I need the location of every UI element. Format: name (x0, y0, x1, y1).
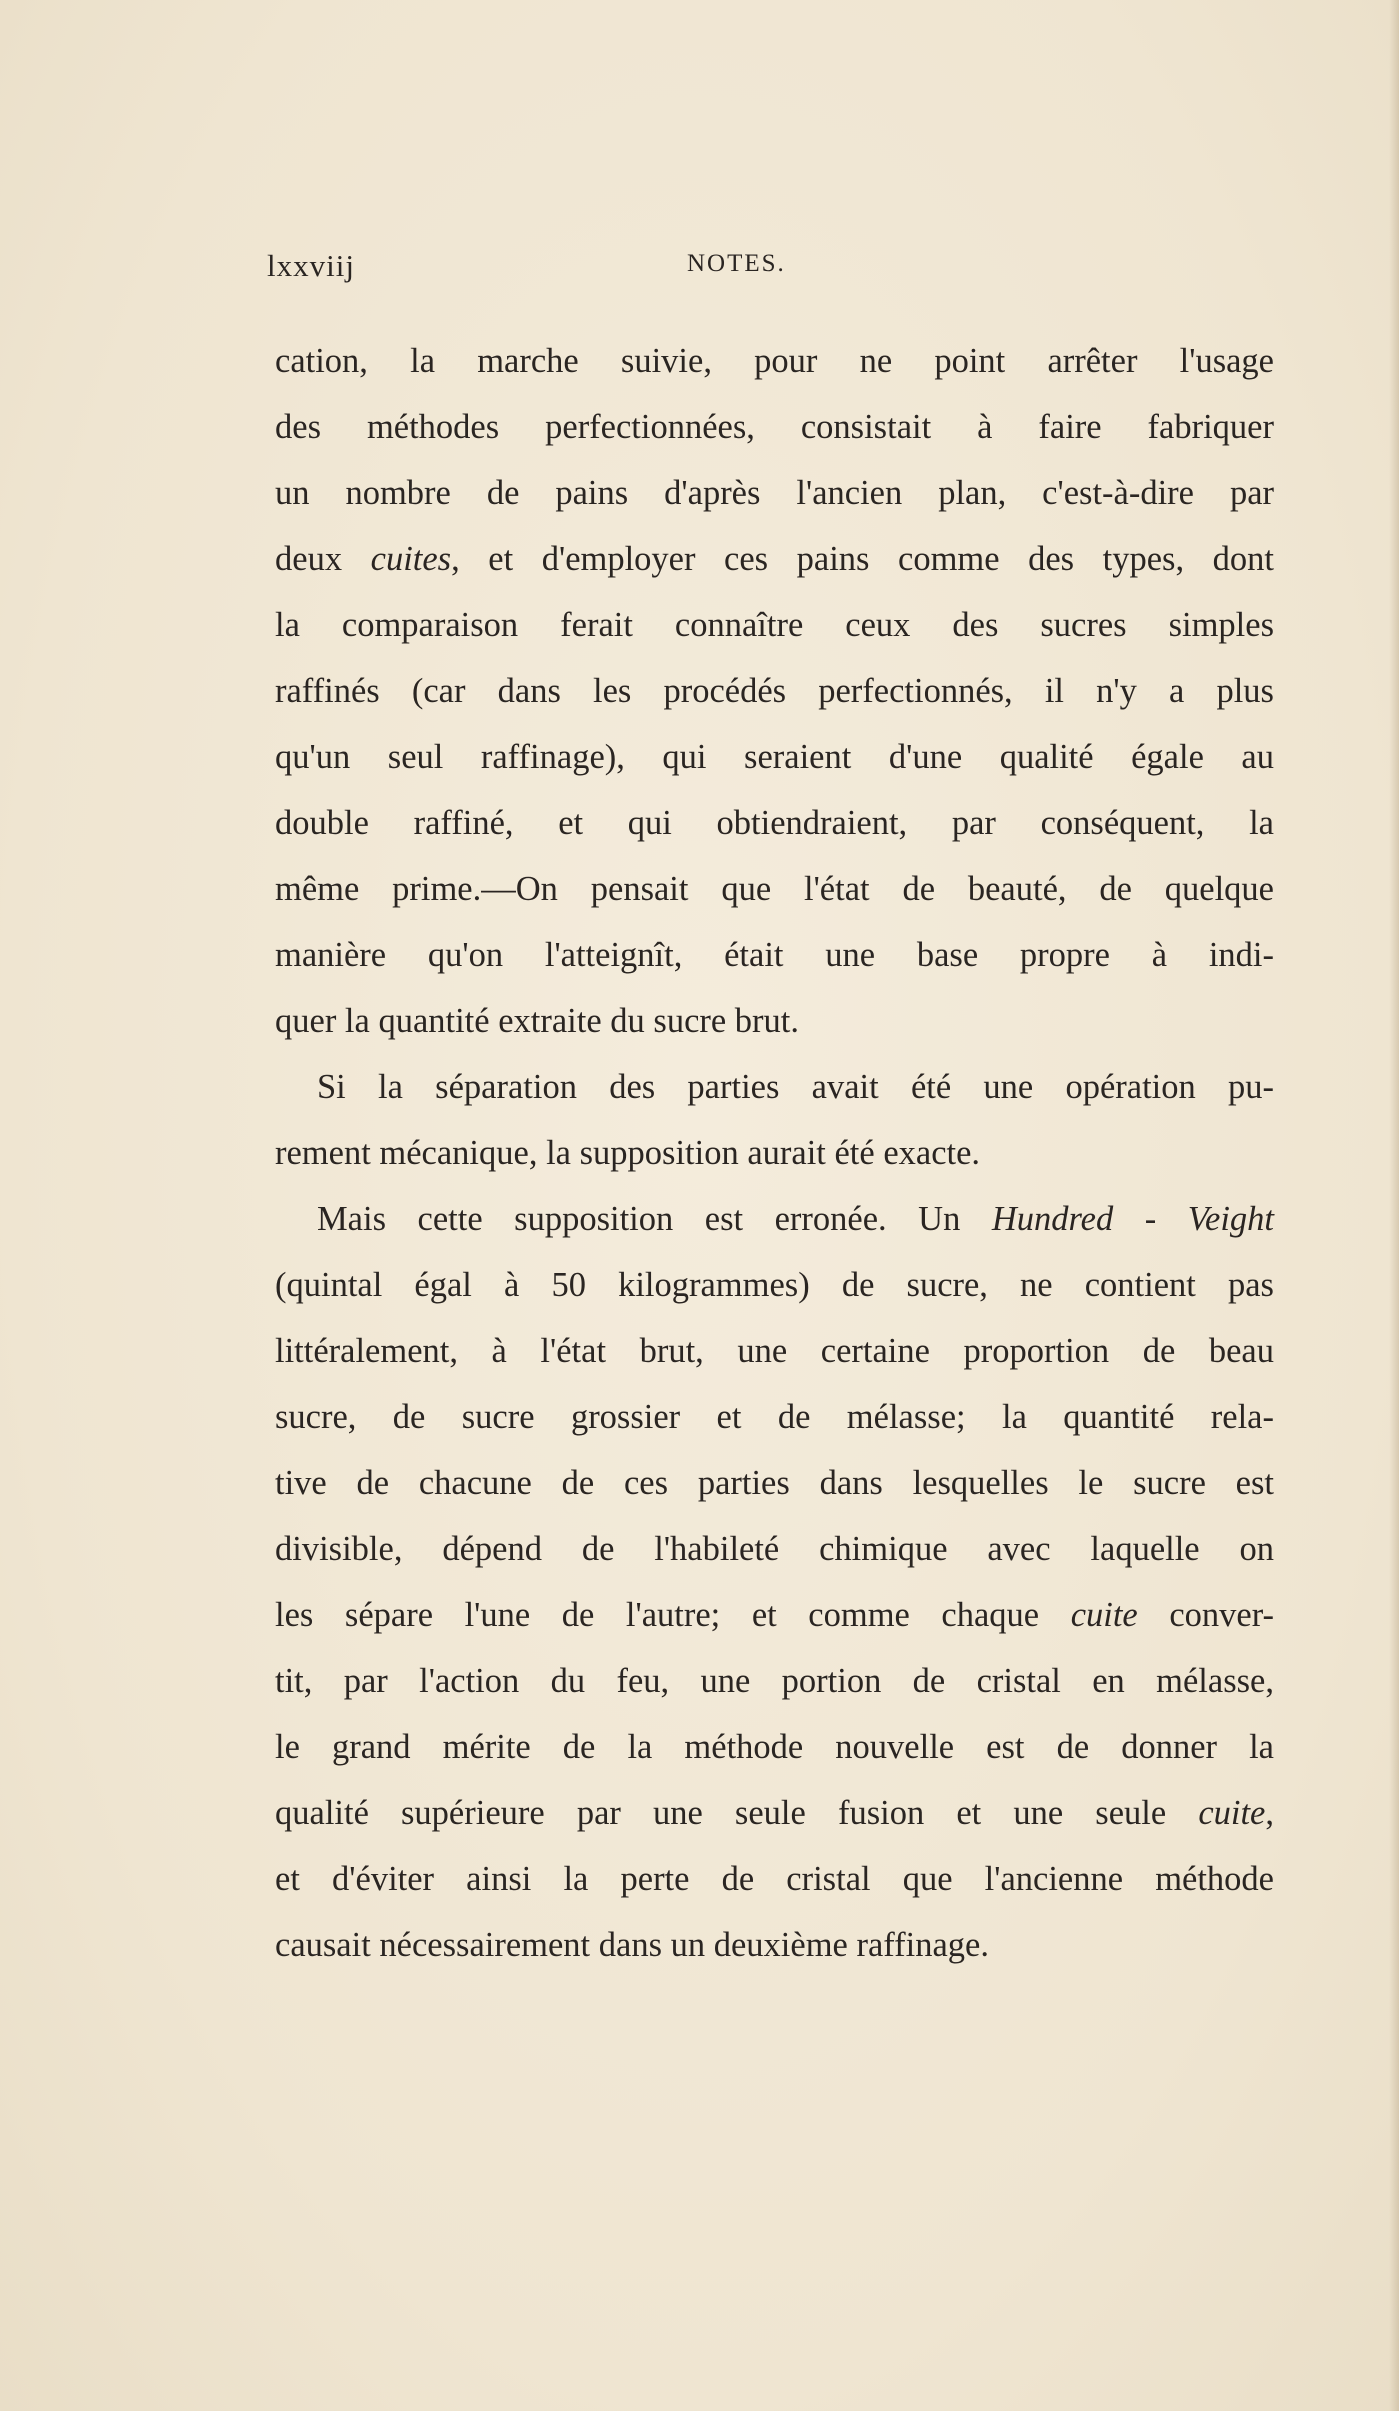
text-line: (quintal égal à 50 kilogrammes) de sucre, ne contient pas (275, 1266, 1274, 1304)
italic-term: cuite (1198, 1794, 1266, 1832)
text-line: quer la quantité extraite du sucre brut. (275, 1002, 800, 1040)
text-line: raffinés (car dans les procédés perfectionnés, il n'y a plus (275, 672, 1274, 710)
text-line: des méthodes perfectionnées, consistait à faire fabriquer (275, 408, 1274, 446)
text-line: littéralement, à l'état brut, une certaine proportion de beau (275, 1332, 1274, 1370)
running-head: NOTES. (687, 250, 786, 277)
text-line: Mais cette supposition est erronée. Un Hundred - Veight (317, 1200, 1274, 1238)
text-line: deux cuites, et d'employer ces pains comme des types, dont (275, 540, 1274, 578)
text-line: tit, par l'action du feu, une portion de cristal en mélasse, (275, 1662, 1274, 1700)
text-line: qu'un seul raffinage), qui seraient d'une qualité égale au (275, 738, 1274, 776)
text-line: et d'éviter ainsi la perte de cristal que l'ancienne méthode (275, 1860, 1274, 1898)
text-line: causait nécessairement dans un deuxième raffinage. (275, 1926, 989, 1964)
text-line: divisible, dépend de l'habileté chimique avec laquelle on (275, 1530, 1274, 1568)
text-line: rement mécanique, la supposition aurait été exacte. (275, 1134, 981, 1172)
text-line: qualité supérieure par une seule fusion et une seule cuite, (275, 1794, 1274, 1832)
text-line: double raffiné, et qui obtiendraient, par conséquent, la (275, 804, 1274, 842)
page-number: lxxviij (267, 248, 355, 283)
body-text (275, 328, 1274, 1978)
page-header (267, 248, 1277, 288)
text-line: un nombre de pains d'après l'ancien plan, c'est-à-dire par (275, 474, 1274, 512)
text-line: sucre, de sucre grossier et de mélasse; la quantité rela- (275, 1398, 1274, 1436)
text-line: manière qu'on l'atteignît, était une base propre à indi- (275, 936, 1274, 974)
italic-term: cuite (1070, 1596, 1138, 1634)
text-line: le grand mérite de la méthode nouvelle est de donner la (275, 1728, 1274, 1766)
text-line: les sépare l'une de l'autre; et comme chaque cuite conver- (275, 1596, 1274, 1634)
text-line: même prime.—On pensait que l'état de beauté, de quelque (275, 870, 1274, 908)
text-line: tive de chacune de ces parties dans lesquelles le sucre est (275, 1464, 1274, 1502)
text-line: cation, la marche suivie, pour ne point arrêter l'usage (275, 342, 1274, 380)
page-edge-shadow (1389, 0, 1399, 2411)
text-line: Si la séparation des parties avait été une opération pu- (317, 1068, 1274, 1106)
italic-term: cuites (370, 540, 452, 578)
text-line: la comparaison ferait connaître ceux des sucres simples (275, 606, 1274, 644)
italic-term: Hundred - Veight (991, 1200, 1274, 1238)
